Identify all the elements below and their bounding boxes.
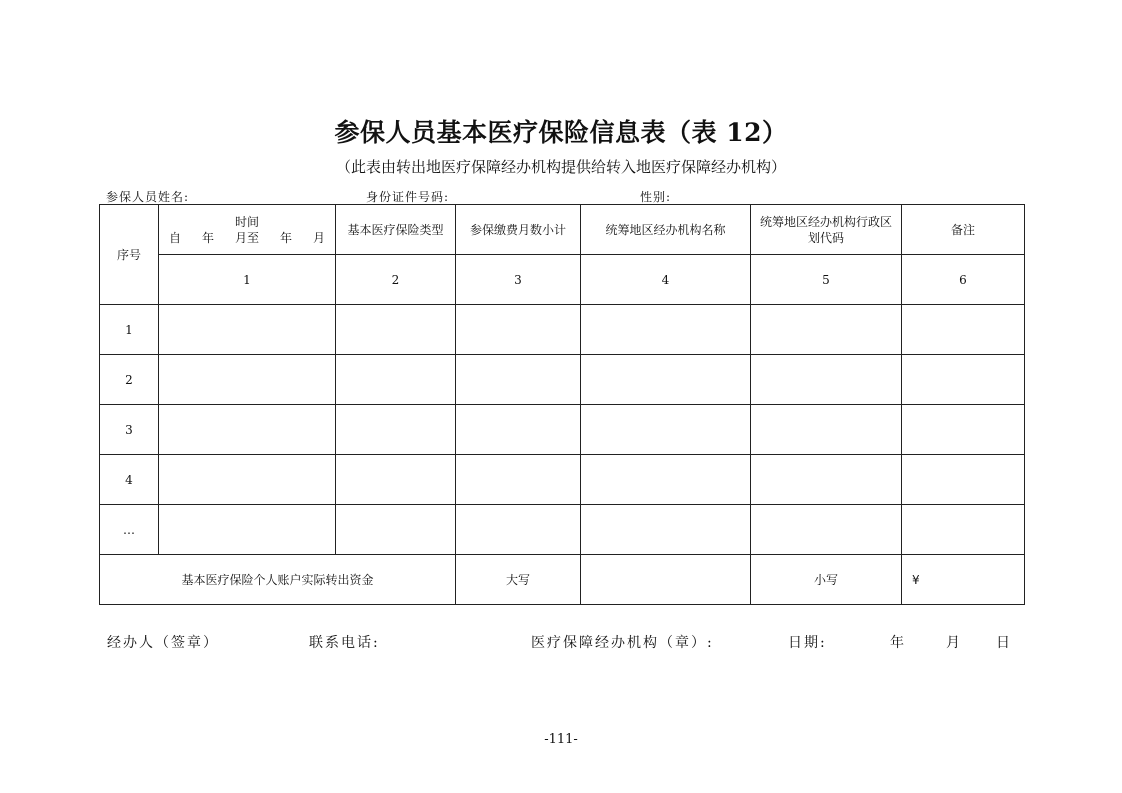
date-label: 日期: xyxy=(788,635,827,651)
table-cell[interactable] xyxy=(902,355,1025,405)
table-cell[interactable] xyxy=(581,405,751,455)
table-cell[interactable] xyxy=(581,355,751,405)
header-row xyxy=(100,205,1025,255)
table-cell[interactable] xyxy=(751,305,902,355)
table-row xyxy=(100,355,1025,405)
agency-seal-label: 医疗保障经办机构（章）: xyxy=(531,635,714,651)
table-cell[interactable] xyxy=(902,505,1025,555)
table-cell[interactable] xyxy=(751,505,902,555)
time-from: 自 xyxy=(169,230,182,245)
table-cell[interactable] xyxy=(159,455,336,505)
col-number: 5 xyxy=(751,255,902,305)
table-cell[interactable] xyxy=(456,455,581,505)
time-header-label: 时间 xyxy=(234,214,259,229)
seq-header: 序号 xyxy=(100,205,159,305)
table-cell[interactable] xyxy=(336,405,456,455)
col-number: 1 xyxy=(159,255,336,305)
table-cell[interactable] xyxy=(336,455,456,505)
table-cell[interactable] xyxy=(456,355,581,405)
row-seq: 4 xyxy=(100,455,159,505)
handler-signature-label: 经办人（签章） xyxy=(107,635,219,651)
form-subtitle: （此表由转出地医疗保障经办机构提供给转入地医疗保障经办机构） xyxy=(335,158,786,176)
table-row xyxy=(100,505,1025,555)
insurance-type-header: 基本医疗保险类型 xyxy=(336,205,456,255)
col-number: 4 xyxy=(581,255,751,305)
table-cell[interactable] xyxy=(751,455,902,505)
uppercase-amount-cell[interactable] xyxy=(581,555,751,605)
time-header xyxy=(159,205,336,255)
contact-phone-label: 联系电话: xyxy=(309,635,380,651)
table-cell[interactable] xyxy=(159,405,336,455)
table-cell[interactable] xyxy=(456,505,581,555)
row-seq: 1 xyxy=(100,305,159,355)
time-to-year: 年 xyxy=(279,230,292,245)
insured-name-label: 参保人员姓名: xyxy=(106,190,190,204)
yen-sign: ¥ xyxy=(912,572,920,587)
gender-label: 性别: xyxy=(640,190,672,204)
lowercase-amount-cell[interactable] xyxy=(902,555,1025,605)
row-seq: 3 xyxy=(100,405,159,455)
time-to-month: 月 xyxy=(312,230,325,245)
insurance-info-table xyxy=(99,204,1025,605)
months-subtotal-header: 参保缴费月数小计 xyxy=(456,205,581,255)
fund-row xyxy=(100,555,1025,605)
table-cell[interactable] xyxy=(751,405,902,455)
date-month-label: 月 xyxy=(946,635,962,651)
table-cell[interactable] xyxy=(456,405,581,455)
table-cell[interactable] xyxy=(159,305,336,355)
table-cell[interactable] xyxy=(336,305,456,355)
table-cell[interactable] xyxy=(581,505,751,555)
time-from-year: 年 xyxy=(201,230,214,245)
table-cell[interactable] xyxy=(336,355,456,405)
table-cell[interactable] xyxy=(902,405,1025,455)
date-day-label: 日 xyxy=(996,635,1012,651)
date-year-label: 年 xyxy=(890,635,906,651)
uppercase-label: 大写 xyxy=(456,555,581,605)
time-month-to: 月至 xyxy=(234,230,259,245)
col-number: 3 xyxy=(456,255,581,305)
table-cell[interactable] xyxy=(581,455,751,505)
table-cell[interactable] xyxy=(581,305,751,355)
time-range xyxy=(163,230,331,246)
col-number: 2 xyxy=(336,255,456,305)
table-cell[interactable] xyxy=(456,305,581,355)
table-cell[interactable] xyxy=(159,355,336,405)
lowercase-label: 小写 xyxy=(751,555,902,605)
row-seq: … xyxy=(100,505,159,555)
table-row xyxy=(100,405,1025,455)
table-cell[interactable] xyxy=(902,455,1025,505)
table-row xyxy=(100,305,1025,355)
table-cell[interactable] xyxy=(902,305,1025,355)
agency-name-header: 统筹地区经办机构名称 xyxy=(581,205,751,255)
form-title: 参保人员基本医疗保险信息表（表 12） xyxy=(334,118,788,147)
table-cell[interactable] xyxy=(159,505,336,555)
col-number: 6 xyxy=(902,255,1025,305)
region-code-header: 统筹地区经办机构行政区划代码 xyxy=(751,205,902,255)
fund-label: 基本医疗保险个人账户实际转出资金 xyxy=(100,555,456,605)
table-cell[interactable] xyxy=(336,505,456,555)
remarks-header: 备注 xyxy=(902,205,1025,255)
column-number-row xyxy=(100,255,1025,305)
id-number-label: 身份证件号码: xyxy=(366,190,450,204)
page-number: -111- xyxy=(544,732,578,747)
table-row xyxy=(100,455,1025,505)
row-seq: 2 xyxy=(100,355,159,405)
table-cell[interactable] xyxy=(751,355,902,405)
